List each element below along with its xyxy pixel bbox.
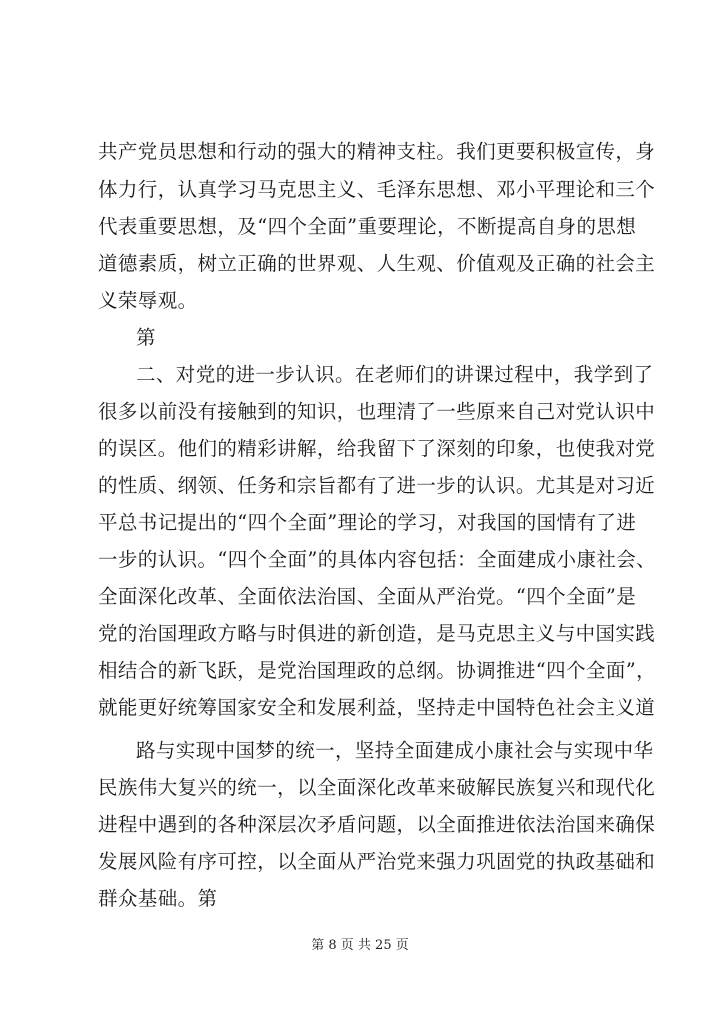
paragraph-line: 很多以前没有接触到的知识，也理清了一些原来自己对党认识中: [98, 400, 656, 423]
paragraph-line: 的误区。他们的精彩讲解，给我留下了深刻的印象，也使我对党: [98, 437, 656, 460]
paragraph-line: 二、对党的进一步认识。在老师们的讲课过程中，我学到了: [136, 363, 654, 386]
paragraph-line: 一步的认识。“四个全面”的具体内容包括：全面建成小康社会、: [98, 548, 657, 571]
page-number-footer: 第 8 页 共 25 页: [311, 938, 409, 953]
paragraph-line: 进程中遇到的各种深层次矛盾问题，以全面推进依法治国来确保: [98, 813, 656, 836]
paragraph-line: 共产党员思想和行动的强大的精神支柱。我们更要积极宣传，身: [98, 140, 656, 163]
paragraph-line: 相结合的新飞跃，是党治国理政的总纲。协调推进“四个全面”，: [98, 659, 657, 682]
paragraph-line: 平总书记提出的“四个全面”理论的学习，对我国的国情有了进: [98, 511, 637, 534]
paragraph-line: 第: [136, 326, 156, 349]
paragraph-line: 发展风险有序可控，以全面从严治党来强力巩固党的执政基础和: [98, 850, 656, 873]
paragraph-line: 的性质、纲领、任务和宗旨都有了进一步的认识。尤其是对习近: [98, 474, 656, 497]
paragraph-line: 路与实现中国梦的统一，坚持全面建成小康社会与实现中华: [136, 739, 654, 762]
paragraph-line: 民族伟大复兴的统一，以全面深化改革来破解民族复兴和现代化: [98, 776, 656, 799]
paragraph-line: 道德素质，树立正确的世界观、人生观、价值观及正确的社会主: [98, 252, 656, 275]
paragraph-line: 全面深化改革、全面依法治国、全面从严治党。“四个全面”是: [98, 585, 637, 608]
paragraph-line: 体力行，认真学习马克思主义、毛泽东思想、邓小平理论和三个: [98, 178, 656, 201]
paragraph-line: 党的治国理政方略与时俱进的新创造，是马克思主义与中国实践: [98, 622, 656, 645]
paragraph-line: 就能更好统筹国家安全和发展利益，坚持走中国特色社会主义道: [98, 696, 656, 719]
paragraph-line: 义荣辱观。: [98, 289, 198, 312]
paragraph-line: 代表重要思想，及“四个全面”重要理论，不断提高自身的思想: [98, 215, 637, 238]
paragraph-line: 群众基础。第: [98, 887, 218, 910]
